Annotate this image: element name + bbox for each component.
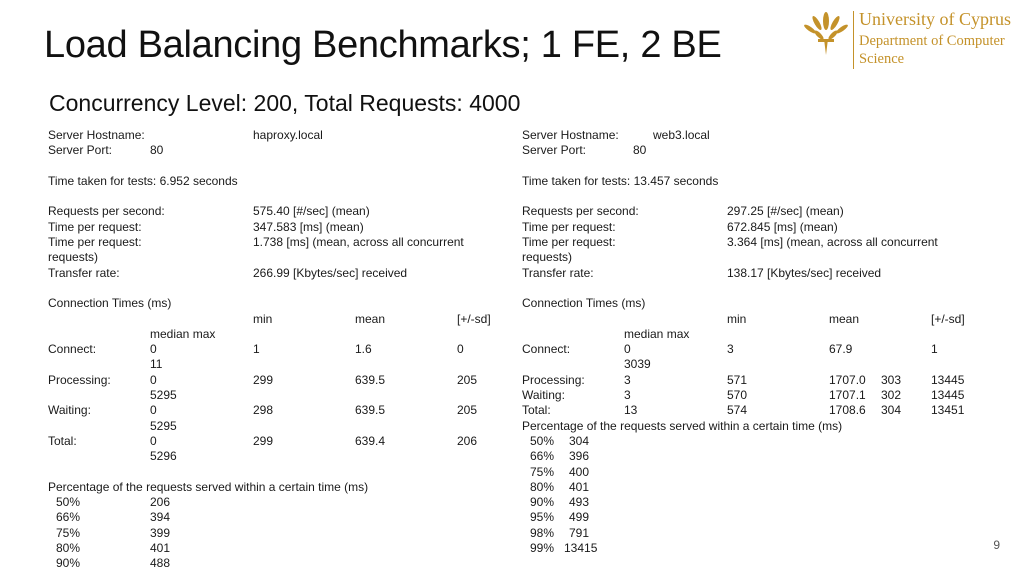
left-conn-title: Connection Times (ms) xyxy=(48,296,172,311)
left-pct-value: 488 xyxy=(150,556,171,571)
left-time-taken: Time taken for tests: 6.952 seconds xyxy=(48,173,238,188)
right-port-label: Server Port: xyxy=(522,143,587,158)
left-row-median: 206 xyxy=(457,433,478,448)
right-pct-value: 13415 xyxy=(564,541,598,556)
right-tpr2-cont: requests) xyxy=(522,250,573,265)
right-pct-value: 400 xyxy=(569,464,590,479)
left-pct-label: 50% xyxy=(56,495,81,510)
right-row-sd: 1707.0 xyxy=(829,372,866,387)
university-logo xyxy=(803,9,1013,71)
right-tpr-label: Time per request: xyxy=(522,219,616,234)
right-row-mean: 574 xyxy=(727,403,748,418)
right-hostname-value: web3.local xyxy=(653,128,710,142)
left-pct-value: 206 xyxy=(150,495,171,510)
left-pct-value: 394 xyxy=(150,510,171,525)
left-row-mean: 299 xyxy=(253,372,274,387)
left-port-value: 80 xyxy=(150,143,164,158)
left-row-max: 5295 xyxy=(150,418,177,433)
left-pct-label: 66% xyxy=(56,510,81,525)
right-pct-label: 99% xyxy=(530,541,555,556)
right-hostname-label: Server Hostname: xyxy=(522,128,619,142)
right-tpr2-label: Time per request: xyxy=(522,235,616,250)
left-row-label: Waiting: xyxy=(48,403,91,418)
right-rps-value: 297.25 [#/sec] (mean) xyxy=(727,204,844,219)
left-row-min: 0 xyxy=(150,403,157,418)
right-row-mean: 3 xyxy=(727,342,734,357)
right-pct-value: 304 xyxy=(569,433,590,448)
right-pct-value: 401 xyxy=(569,479,590,494)
page-number: 9 xyxy=(993,538,1000,552)
left-hdr-mean: mean xyxy=(355,311,386,326)
right-tpr2-value: 3.364 [ms] (mean, across all concurrent xyxy=(727,235,938,250)
right-row-min: 3 xyxy=(624,388,631,403)
left-row-mean: 298 xyxy=(253,403,274,418)
right-row-label: Waiting: xyxy=(522,388,565,403)
left-row-median: 205 xyxy=(457,372,478,387)
left-pct-label: 80% xyxy=(56,541,81,556)
right-row-mean: 571 xyxy=(727,372,748,387)
left-row-min: 0 xyxy=(150,372,157,387)
right-row-max: 3039 xyxy=(624,357,651,372)
right-row-mean: 570 xyxy=(727,388,748,403)
left-tpr2-cont: requests) xyxy=(48,250,99,265)
right-row-median: 303 xyxy=(881,372,902,387)
left-pct-value: 399 xyxy=(150,525,171,540)
right-row-label: Connect: xyxy=(522,342,571,357)
right-pct-label: 75% xyxy=(530,464,555,479)
slide-subtitle: Concurrency Level: 200, Total Requests: 4000 xyxy=(49,90,521,116)
left-pct-title: Percentage of the requests served within a certain time (ms) xyxy=(48,479,369,494)
left-rps-label: Requests per second: xyxy=(48,204,165,219)
left-hostname-label: Server Hostname: xyxy=(48,128,145,142)
left-row-median: 0 xyxy=(457,342,464,357)
left-transfer-label: Transfer rate: xyxy=(48,265,120,280)
right-rps-label: Requests per second: xyxy=(522,204,639,219)
right-pct-label: 98% xyxy=(530,525,555,540)
left-row-min: 0 xyxy=(150,433,157,448)
right-row-sd: 67.9 xyxy=(829,342,853,357)
left-rps-value: 575.40 [#/sec] (mean) xyxy=(253,204,370,219)
left-row-max: 11 xyxy=(150,357,163,372)
left-row-mean: 299 xyxy=(253,433,274,448)
right-time-taken: Time taken for tests: 13.457 seconds xyxy=(522,173,719,188)
left-row-label: Total: xyxy=(48,433,77,448)
right-row-median: 1 xyxy=(931,342,938,357)
logo-department-line2: Science xyxy=(859,51,905,67)
right-row-median: 302 xyxy=(881,388,902,403)
left-tpr2-label: Time per request: xyxy=(48,235,142,250)
left-row-sd: 1.6 xyxy=(355,342,372,357)
right-port-value: 80 xyxy=(633,143,647,158)
right-hdr-median-max: median max xyxy=(624,326,690,341)
left-pct-label: 75% xyxy=(56,525,81,540)
right-tpr-value: 672.845 [ms] (mean) xyxy=(727,219,838,234)
right-pct-label: 80% xyxy=(530,479,555,494)
right-transfer-label: Transfer rate: xyxy=(522,265,594,280)
right-pct-value: 791 xyxy=(569,525,590,540)
right-pct-value: 499 xyxy=(569,510,590,525)
right-transfer-value: 138.17 [Kbytes/sec] received xyxy=(727,265,882,280)
left-row-max: 5296 xyxy=(150,449,177,464)
right-row-label: Total: xyxy=(522,403,551,418)
right-row-max: 13451 xyxy=(931,403,965,418)
slide-title: Load Balancing Benchmarks; 1 FE, 2 BE xyxy=(44,24,722,66)
right-row-label: Processing: xyxy=(522,372,585,387)
right-row-max: 13445 xyxy=(931,372,965,387)
right-row-sd: 1707.1 xyxy=(829,388,866,403)
left-row-label: Processing: xyxy=(48,372,111,387)
right-hdr-sd: [+/-sd] xyxy=(931,311,965,326)
right-pct-label: 50% xyxy=(530,433,555,448)
right-row-min: 3 xyxy=(624,372,631,387)
logo-department-line1: Department of Computer xyxy=(859,33,1005,49)
right-hdr-min: min xyxy=(727,311,747,326)
left-tpr-label: Time per request: xyxy=(48,219,142,234)
left-hdr-min: min xyxy=(253,311,273,326)
logo-divider xyxy=(853,11,854,69)
right-pct-value: 493 xyxy=(569,495,590,510)
left-hostname-value: haproxy.local xyxy=(253,128,323,142)
left-row-max: 5295 xyxy=(150,388,177,403)
left-row-label: Connect: xyxy=(48,342,97,357)
left-transfer-value: 266.99 [Kbytes/sec] received xyxy=(253,265,408,280)
left-pct-label: 90% xyxy=(56,556,81,571)
right-conn-title: Connection Times (ms) xyxy=(522,296,646,311)
right-pct-label: 95% xyxy=(530,510,555,525)
left-row-sd: 639.4 xyxy=(355,433,386,448)
right-row-min: 0 xyxy=(624,342,631,357)
left-row-sd: 639.5 xyxy=(355,403,386,418)
right-pct-label: 66% xyxy=(530,449,555,464)
left-row-sd: 639.5 xyxy=(355,372,386,387)
left-row-mean: 1 xyxy=(253,342,260,357)
right-pct-title: Percentage of the requests served within a certain time (ms) xyxy=(522,418,843,433)
left-hdr-median-max: median max xyxy=(150,326,216,341)
right-row-min: 13 xyxy=(624,403,638,418)
logo-university-name: University of Cyprus xyxy=(859,9,1011,29)
right-row-sd: 1708.6 xyxy=(829,403,866,418)
right-hdr-mean: mean xyxy=(829,311,860,326)
right-pct-value: 396 xyxy=(569,449,590,464)
right-row-median: 304 xyxy=(881,403,902,418)
left-row-min: 0 xyxy=(150,342,157,357)
left-tpr2-value: 1.738 [ms] (mean, across all concurrent xyxy=(253,235,464,250)
olive-branch-icon xyxy=(803,11,849,55)
left-pct-value: 401 xyxy=(150,541,171,556)
right-pct-label: 90% xyxy=(530,495,555,510)
left-port-label: Server Port: xyxy=(48,143,113,158)
left-row-median: 205 xyxy=(457,403,478,418)
left-tpr-value: 347.583 [ms] (mean) xyxy=(253,219,364,234)
left-hdr-sd: [+/-sd] xyxy=(457,311,491,326)
right-row-max: 13445 xyxy=(931,388,965,403)
